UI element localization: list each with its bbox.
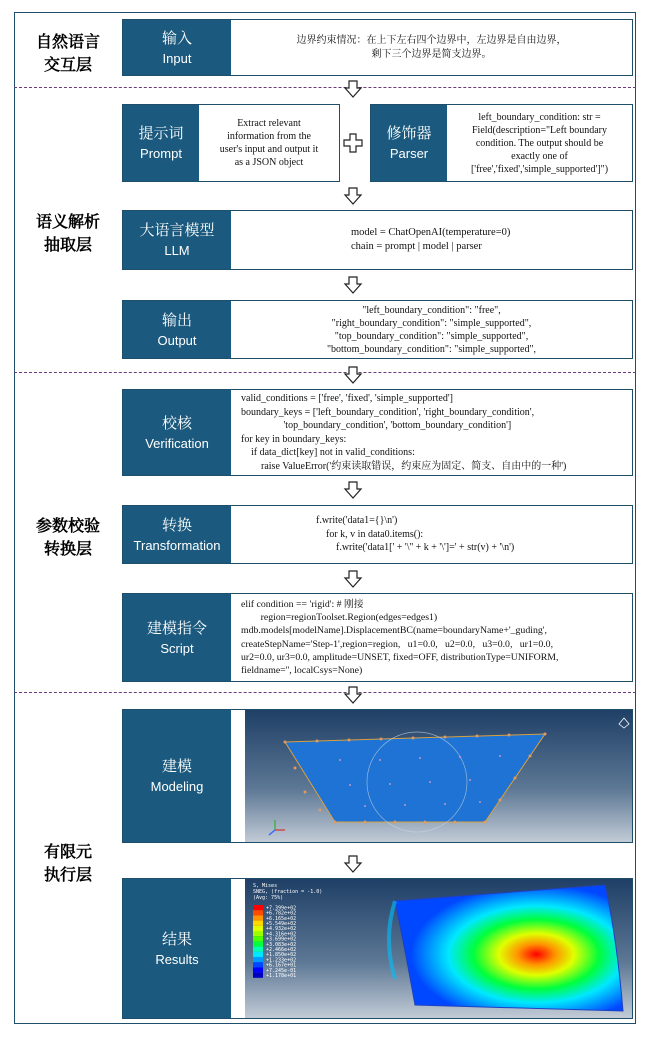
output-tag [123, 301, 231, 358]
down-arrow-icon [343, 570, 363, 588]
legend-value: +6.165e+02 [266, 915, 297, 922]
legend-title-line: SNEG, (fraction = -1.0) [253, 889, 323, 895]
llm-tag [123, 211, 231, 269]
script-code: elif condition == 'rigid': # 刚接 region=regionToolset.Region(edges=edges1) mdb.models[modelName].DisplacementBC(name=boundaryName+'_guding', createStepName='Step-1',region=region, u1=0.0, u2=0.0, u3=0.0, ur1=0.0, ur2=0.0, ur3=0.0, amplitude=UNSET, fixed=OFF, distributionType=UNIFORM, fieldname='', localCsys=None) [241, 598, 559, 676]
parser-box [370, 104, 633, 182]
legend-swatch [253, 973, 263, 978]
legend-swatch [253, 915, 263, 920]
legend-swatch [253, 962, 263, 967]
script-tag [123, 594, 231, 681]
prompt-title-zh: 提示词 [138, 124, 184, 142]
verification-code: valid_conditions = ['free', 'fixed', 'simple_supported'] boundary_keys = ['left_boundary_condition', 'right_boundary_condition', 'top_boundary_condition', 'bottom_boundary_condition'] for key in boundary_keys: if data_dict[key] not in valid_conditions: raise ValueError('约束读取错误，约束应为固定、简支、自由中的一种') [241, 393, 567, 472]
results-box [122, 878, 633, 1019]
parser-title-zh: 修饰器 [386, 124, 432, 142]
verification-box [122, 389, 633, 476]
legend-swatch [253, 905, 263, 910]
verification-title-en: Verification [145, 435, 209, 451]
results-title-zh: 结果 [161, 929, 192, 948]
down-arrow-icon [343, 366, 363, 384]
prompt-title-en: Prompt [140, 146, 182, 161]
legend-value: +7.245e-01 [266, 967, 297, 974]
modeling-viewport [245, 710, 632, 842]
llm-text: model = ChatOpenAI(temperature=0) chain = prompt | model | parser [351, 227, 511, 252]
results-tag [123, 879, 231, 1018]
output-text: "left_boundary_condition": "free", "right_boundary_condition": "simple_supported", "top_boundary_condition": "simple_supported", "bottom_boundary_condition": "simple_supported", [326, 304, 537, 355]
prompt-tag [123, 105, 199, 181]
script-title-en: Script [160, 640, 194, 656]
modeling-render [245, 710, 632, 842]
layer-label-parsing: 语义解析 抽取层 [35, 212, 100, 254]
layer-label-interaction: 自然语言 交互层 [35, 32, 100, 74]
results-title-en: Results [155, 951, 199, 967]
script-title-zh: 建模指令 [146, 618, 207, 637]
down-arrow-icon [343, 187, 363, 205]
transformation-tag [123, 506, 231, 563]
transformation-code: f.write('data1={}\n') for k, v in data0.items(): f.write('data1[' + '\'' + k + '\']=' + str(v) + '\n') [316, 515, 515, 554]
legend-value: +3.699e+02 [266, 936, 297, 943]
legend-swatch [253, 957, 263, 962]
results-legend [253, 905, 296, 979]
down-arrow-icon [343, 855, 363, 873]
down-arrow-icon [343, 80, 363, 98]
layer-divider [14, 87, 636, 88]
layer-divider [14, 372, 636, 373]
script-box [122, 593, 633, 682]
parser-tag [371, 105, 447, 181]
output-box [122, 300, 633, 359]
output-title-zh: 输出 [161, 310, 192, 329]
output-title-en: Output [157, 332, 197, 348]
results-viewport [245, 879, 632, 1018]
legend-swatch [253, 910, 263, 915]
results-render [245, 879, 632, 1018]
transformation-title-en: Transformation [133, 537, 221, 553]
legend-value: +6.782e+02 [266, 910, 297, 917]
parser-text: left_boundary_condition: str = Field(description="Left boundary condition. The output should be exactly one of ['free','fixed','simple_supported']") [470, 111, 609, 175]
down-arrow-icon [343, 276, 363, 294]
input-tag [123, 20, 231, 75]
down-arrow-icon [343, 481, 363, 499]
llm-title-zh: 大语言模型 [139, 221, 215, 239]
legend-title-line: (Avg: 75%) [253, 895, 284, 901]
llm-box [122, 210, 633, 270]
legend-swatch [253, 931, 263, 936]
llm-title-en: LLM [164, 243, 190, 258]
transformation-box [122, 505, 633, 564]
legend-title-line: S, Mises [253, 883, 278, 889]
input-title-en: Input [162, 50, 192, 66]
legend-swatch [253, 941, 263, 946]
input-title-zh: 输入 [161, 28, 192, 47]
modeling-tag [123, 710, 231, 842]
legend-value: +4.316e+02 [266, 931, 297, 938]
prompt-box [122, 104, 340, 182]
transformation-content [231, 506, 632, 563]
plus-icon [343, 133, 363, 153]
modeling-title-en: Modeling [150, 779, 204, 794]
legend-value: +7.399e+02 [266, 905, 297, 912]
legend-swatch [253, 952, 263, 957]
legend-value: +4.932e+02 [266, 926, 297, 933]
verification-tag [123, 390, 231, 475]
layer-label-execution: 有限元 执行层 [43, 842, 92, 884]
input-text: 边界约束情况：在上下左右四个边界中，左边界是自由边界， 剩下三个边界是简支边界。 [296, 34, 567, 60]
modeling-box [122, 709, 633, 843]
down-arrow-icon [343, 686, 363, 704]
prompt-text: Extract relevant information from the user's input and output it as a JSON object [219, 118, 319, 168]
legend-value: +1.850e+02 [266, 952, 297, 959]
input-box [122, 19, 633, 76]
parser-title-en: Parser [389, 146, 429, 161]
verification-title-zh: 校核 [161, 413, 192, 432]
modeling-title-zh: 建模 [161, 757, 192, 775]
verification-content [231, 390, 632, 475]
transformation-title-zh: 转换 [161, 515, 192, 534]
legend-value: +3.083e+02 [266, 941, 297, 948]
legend-swatch [253, 967, 263, 972]
legend-swatch [253, 936, 263, 941]
layer-divider [14, 692, 636, 693]
legend-value: +2.466e+02 [266, 947, 297, 953]
legend-swatch [253, 921, 263, 926]
legend-value: +1.233e+02 [266, 957, 297, 964]
legend-value: +6.167e+01 [266, 962, 297, 969]
legend-swatch [253, 947, 263, 952]
legend-swatch [253, 926, 263, 931]
script-content [231, 594, 632, 681]
legend-value: +5.549e+02 [266, 921, 297, 927]
legend-value: +1.178e+01 [266, 973, 297, 979]
layer-label-verification: 参数校验 转换层 [35, 516, 100, 558]
